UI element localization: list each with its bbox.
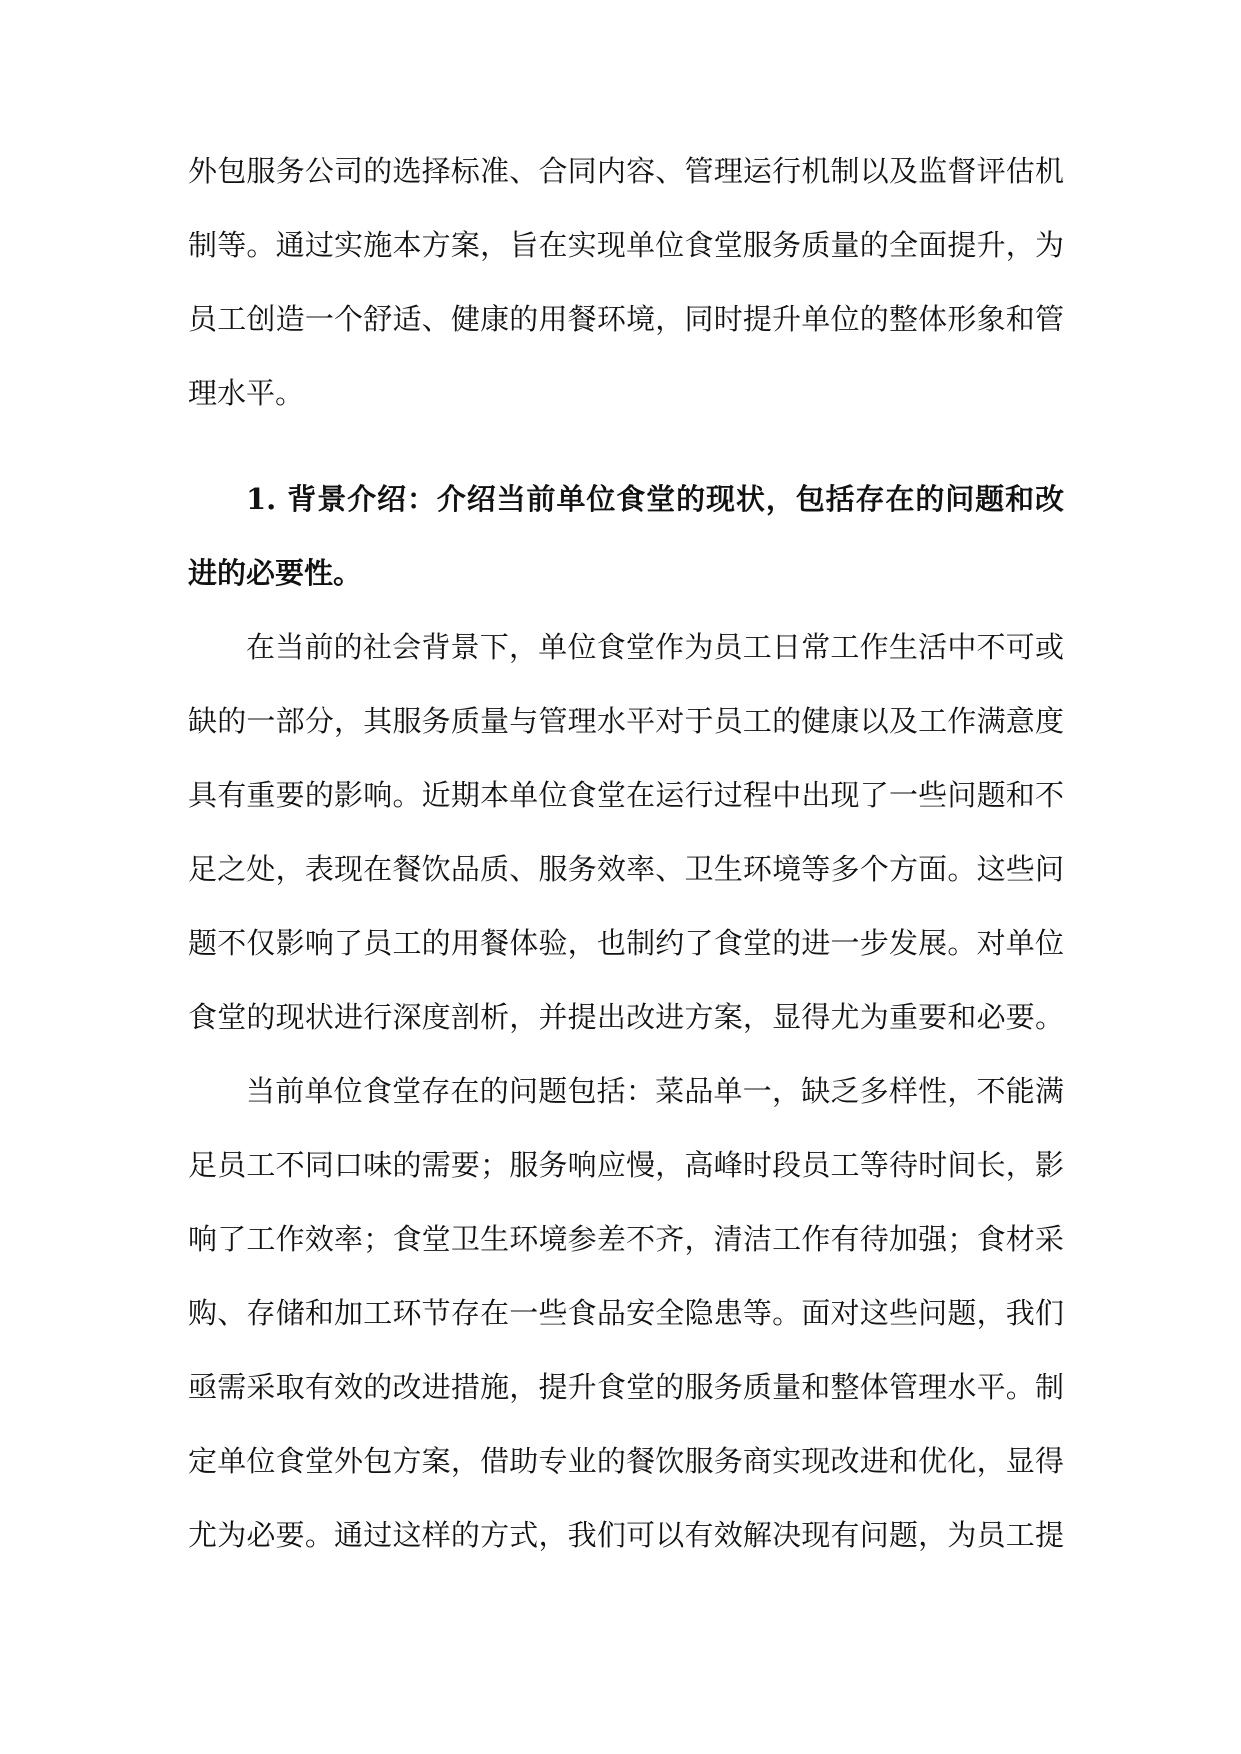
- text-line: 缺的一部分，其服务质量与管理水平对于员工的健康以及工作满意度: [188, 704, 1064, 738]
- background-paragraph-1: [188, 610, 1064, 1054]
- text-line: 制等。通过实施本方案，旨在实现单位食堂服务质量的全面提升，为: [188, 228, 1064, 262]
- background-paragraph-2: [188, 1054, 1064, 1572]
- intro-paragraph: [188, 134, 1064, 430]
- text-line: 响了工作效率；食堂卫生环境参差不齐，清洁工作有待加强；食材采: [188, 1222, 1064, 1256]
- document-body: [188, 134, 1064, 1572]
- text-line: 足之处，表现在餐饮品质、服务效率、卫生环境等多个方面。这些问: [188, 852, 1064, 886]
- text-line: 食堂的现状进行深度剖析，并提出改进方案，显得尤为重要和必要。: [188, 1000, 1064, 1034]
- heading-line: 进的必要性。: [188, 556, 363, 590]
- text-line: 理水平。: [188, 376, 305, 410]
- text-line: 具有重要的影响。近期本单位食堂在运行过程中出现了一些问题和不: [188, 778, 1064, 812]
- text-line: 足员工不同口味的需要；服务响应慢，高峰时段员工等待时间长，影: [188, 1148, 1064, 1182]
- text-line: 题不仅影响了员工的用餐体验，也制约了食堂的进一步发展。对单位: [188, 926, 1064, 960]
- text-line: 当前单位食堂存在的问题包括：菜品单一，缺乏多样性，不能满: [246, 1074, 1064, 1108]
- text-line: 在当前的社会背景下，单位食堂作为员工日常工作生活中不可或: [246, 630, 1064, 664]
- text-line: 员工创造一个舒适、健康的用餐环境，同时提升单位的整体形象和管: [188, 302, 1064, 336]
- text-line: 定单位食堂外包方案，借助专业的餐饮服务商实现改进和优化，显得: [188, 1444, 1064, 1478]
- text-line: 购、存储和加工环节存在一些食品安全隐患等。面对这些问题，我们: [188, 1296, 1064, 1330]
- heading-line: 1. 背景介绍：介绍当前单位食堂的现状，包括存在的问题和改: [246, 482, 1064, 516]
- text-line: 外包服务公司的选择标准、合同内容、管理运行机制以及监督评估机: [188, 154, 1064, 188]
- section-heading: [188, 462, 1064, 610]
- text-line: 尤为必要。通过这样的方式，我们可以有效解决现有问题，为员工提: [188, 1518, 1064, 1552]
- text-line: 亟需采取有效的改进措施，提升食堂的服务质量和整体管理水平。制: [188, 1370, 1064, 1404]
